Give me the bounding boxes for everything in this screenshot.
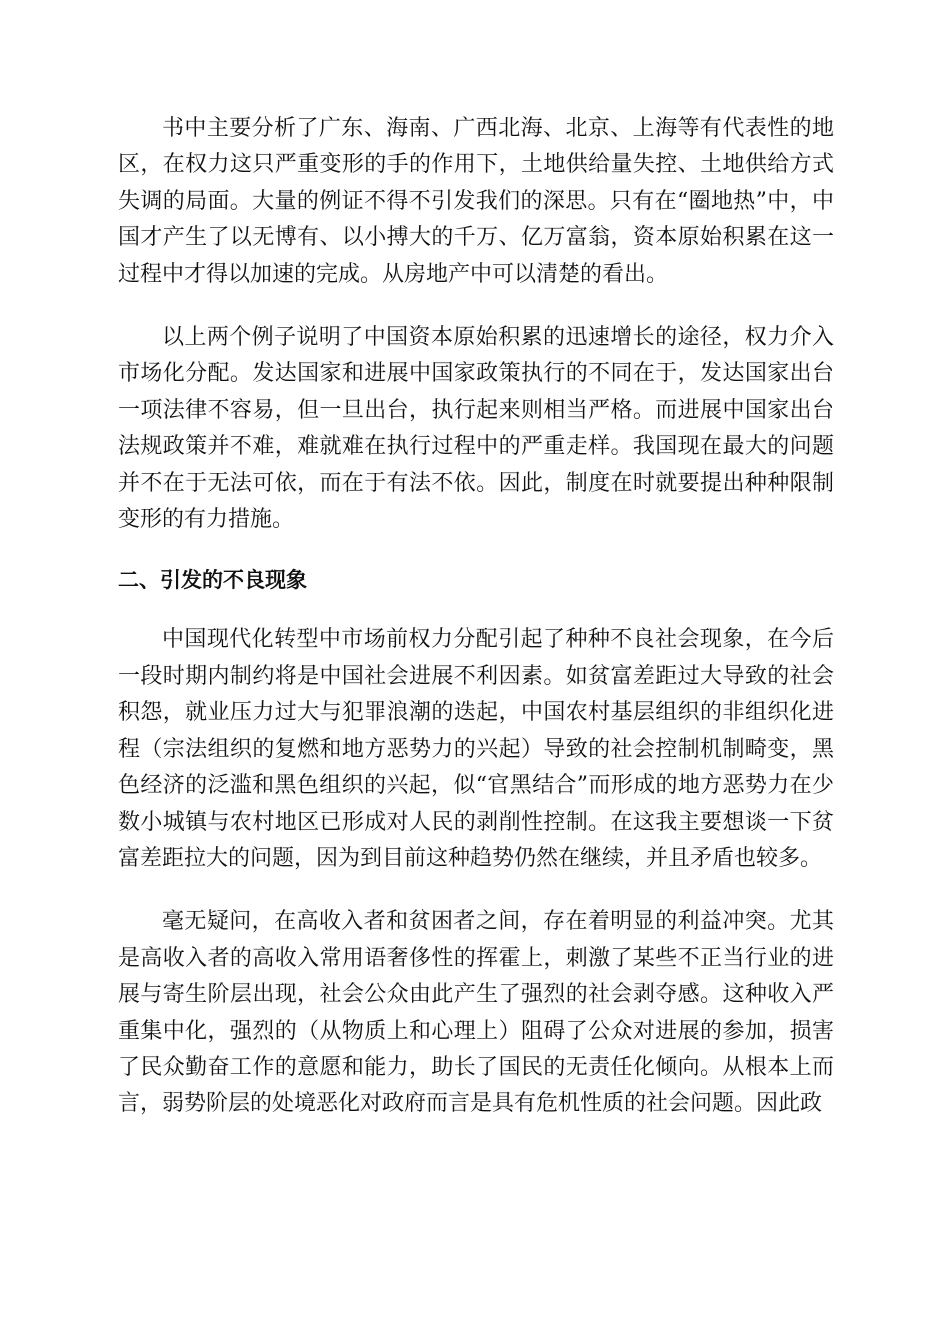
paragraph-land-supply: 书中主要分析了广东、海南、广西北海、北京、上海等有代表性的地区，在权力这只严重变形的手的作用下，土地供给量失控、土地供给方式失调的局面。大量的例证不得不引发我们的深思。只有在“圈地热”中，中国才产生了以无博有、以小搏大的千万、亿万富翁，资本原始积累在这一过程中才得以加速的完成。从房地产中可以清楚的看出。 [118,116,834,287]
section-heading: 二、引发的不良现象 [118,568,307,593]
document-page [118,111,834,1123]
paragraph-capital-accumulation: 以上两个例子说明了中国资本原始积累的迅速增长的途径，权力介入市场化分配。发达国家和进展中国家政策执行的不同在于，发达国家出台一项法律不容易，但一旦出台，执行起来则相当严格。而进展中国家出台法规政策并不难，难就难在执行过程中的严重走样。我国现在最大的问题并不在于无法可依，而在于有法不依。因此，制度在时就要提出种种限制变形的有力措施。 [118,325,834,533]
paragraph-income-gap: 毫无疑问，在高收入者和贫困者之间，存在着明显的利益冲突。尤其是高收入者的高收入常用语奢侈性的挥霍上，刺激了某些不正当行业的进展与寄生阶层出现，社会公众由此产生了强烈的社会剥夺感。这种收入严重集中化，强烈的（从物质上和心理上）阻碍了公众对进展的参加，损害了民众勤奋工作的意愿和能力，助长了国民的无责任化倾向。从根本上而言，弱势阶层的处境恶化对政府而言是具有危机性质的社会问题。因此政 [118,909,834,1117]
paragraph-social-phenomena: 中国现代化转型中市场前权力分配引起了种种不良社会现象，在今后一段时期内制约将是中国社会进展不利因素。如贫富差距过大导致的社会积怨，就业压力过大与犯罪浪潮的迭起，中国农村基层组织的非组织化进程（宗法组织的复燃和地方恶势力的兴起）导致的社会控制机制畸变，黑色经济的泛滥和黑色组织的兴起，似“官黑结合”而形成的地方恶势力在少数小城镇与农村地区已形成对人民的剥削性控制。在这我主要想谈一下贫富差距拉大的问题，因为到目前这种趋势仍然在继续，并且矛盾也较多。 [118,627,834,871]
